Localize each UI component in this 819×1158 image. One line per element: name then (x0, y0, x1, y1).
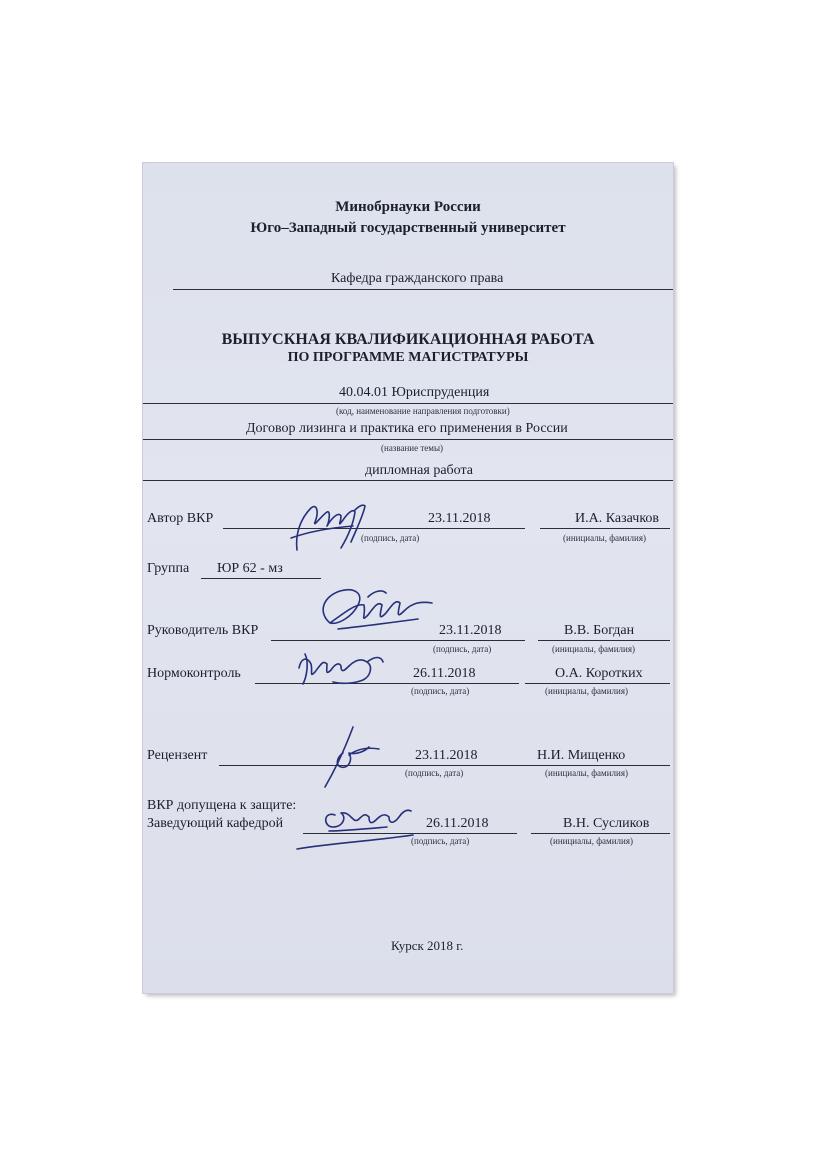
admission-text: ВКР допущена к защите: (147, 798, 297, 813)
head-signature (293, 801, 423, 851)
author-name: И.А. Казачков (575, 511, 660, 526)
work-title-line2: ПО ПРОГРАММЕ МАГИСТРАТУРЫ (287, 350, 529, 365)
supervisor-label: Руководитель ВКР (147, 623, 259, 638)
specialty-underline (143, 403, 673, 404)
head-date-caption: (подпись, дата) (411, 836, 470, 846)
supervisor-name-line (538, 640, 670, 641)
head-date: 26.11.2018 (426, 816, 489, 831)
supervisor-name-caption: (инициалы, фамилия) (552, 644, 635, 654)
reviewer-date: 23.11.2018 (415, 748, 478, 763)
normcontrol-name-line (525, 683, 670, 684)
supervisor-date-caption: (подпись, дата) (433, 644, 492, 654)
department-name: Кафедра гражданского права (331, 271, 504, 286)
normcontrol-date-caption: (подпись, дата) (411, 686, 470, 696)
reviewer-label: Рецензент (147, 748, 208, 763)
title-page (143, 163, 673, 993)
work-type-underline (143, 480, 673, 481)
author-signature (283, 498, 378, 553)
ministry-name: Минобрнауки России (335, 199, 481, 215)
supervisor-signature (308, 583, 438, 643)
group-value: ЮР 62 - мз (217, 561, 283, 576)
reviewer-name: Н.И. Мищенко (537, 748, 626, 763)
reviewer-name-caption: (инициалы, фамилия) (545, 768, 628, 778)
group-underline (201, 578, 321, 579)
topic-caption: (название темы) (381, 443, 444, 453)
author-date: 23.11.2018 (428, 511, 491, 526)
normcontrol-signature (293, 648, 388, 693)
topic-value: Договор лизинга и практика его применения в России (246, 421, 568, 436)
department-underline (173, 289, 673, 290)
normcontrol-date: 26.11.2018 (413, 666, 476, 681)
topic-underline (143, 439, 673, 440)
specialty-value: 40.04.01 Юриспруденция (339, 385, 490, 400)
reviewer-date-caption: (подпись, дата) (405, 768, 464, 778)
reviewer-name-line (521, 765, 670, 766)
work-type: дипломная работа (365, 463, 473, 478)
normcontrol-label: Нормоконтроль (147, 666, 241, 681)
normcontrol-name: О.А. Коротких (555, 666, 643, 681)
author-name-caption: (инициалы, фамилия) (563, 533, 646, 543)
supervisor-name: В.В. Богдан (564, 623, 635, 638)
reviewer-signature (313, 723, 388, 793)
supervisor-date: 23.11.2018 (439, 623, 502, 638)
specialty-caption: (код, наименование направления подготовки) (336, 406, 510, 416)
university-name: Юго–Западный государственный университет (250, 220, 566, 236)
author-name-line (540, 528, 670, 529)
group-label: Группа (147, 561, 190, 576)
author-date-caption: (подпись, дата) (361, 533, 420, 543)
author-label: Автор ВКР (147, 511, 214, 526)
head-name-caption: (инициалы, фамилия) (550, 836, 633, 846)
head-name: В.Н. Сусликов (563, 816, 650, 831)
work-title-line1: ВЫПУСКНАЯ КВАЛИФИКАЦИОННАЯ РАБОТА (221, 331, 595, 348)
normcontrol-name-caption: (инициалы, фамилия) (545, 686, 628, 696)
city-year: Курск 2018 г. (391, 938, 464, 953)
head-label: Заведующий кафедрой (147, 816, 284, 831)
head-name-line (531, 833, 670, 834)
